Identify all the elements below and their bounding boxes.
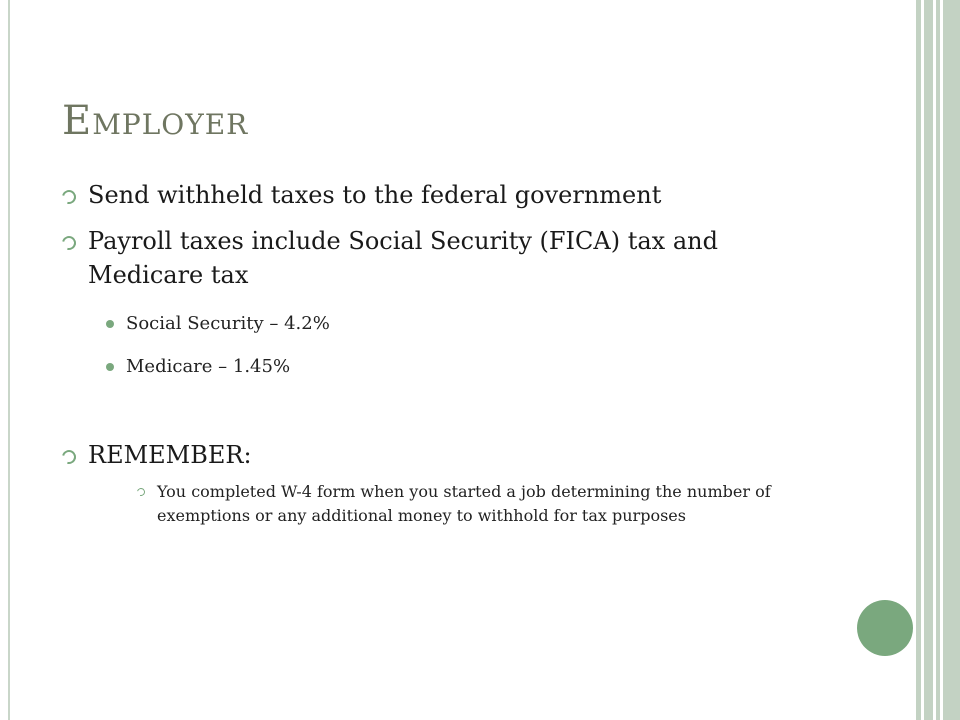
decorative-circle (857, 600, 913, 656)
remember-note-item (157, 480, 837, 528)
bullet-item (88, 178, 828, 212)
left-frame-line (8, 0, 10, 720)
hook-bullet-icon (136, 487, 147, 498)
bullet-item-remember (88, 438, 828, 472)
decorative-stripe (924, 0, 933, 720)
decorative-stripe (943, 0, 960, 720)
hook-bullet-icon (59, 233, 78, 252)
bullet-item (88, 224, 828, 292)
bullet-text: Send withheld taxes to the federal government (88, 181, 662, 209)
dot-bullet-icon (106, 363, 114, 371)
sub-bullet-text: Medicare – 1.45% (126, 356, 291, 377)
hook-bullet-icon (59, 187, 78, 206)
slide-title: Employer (62, 98, 249, 144)
hook-bullet-icon (59, 447, 78, 466)
sub-bullet-text: Social Security – 4.2% (126, 313, 330, 334)
dot-bullet-icon (106, 320, 114, 328)
bullet-text: Payroll taxes include Social Security (FICA) tax and Medicare tax (88, 227, 718, 289)
sub-bullet-item (126, 311, 826, 337)
remember-note-text: You completed W-4 form when you started a job determining the number of exemptions or any additional money to withhold for tax purposes (157, 482, 771, 525)
sub-bullet-item (126, 354, 826, 380)
remember-label: REMEMBER: (88, 441, 252, 469)
